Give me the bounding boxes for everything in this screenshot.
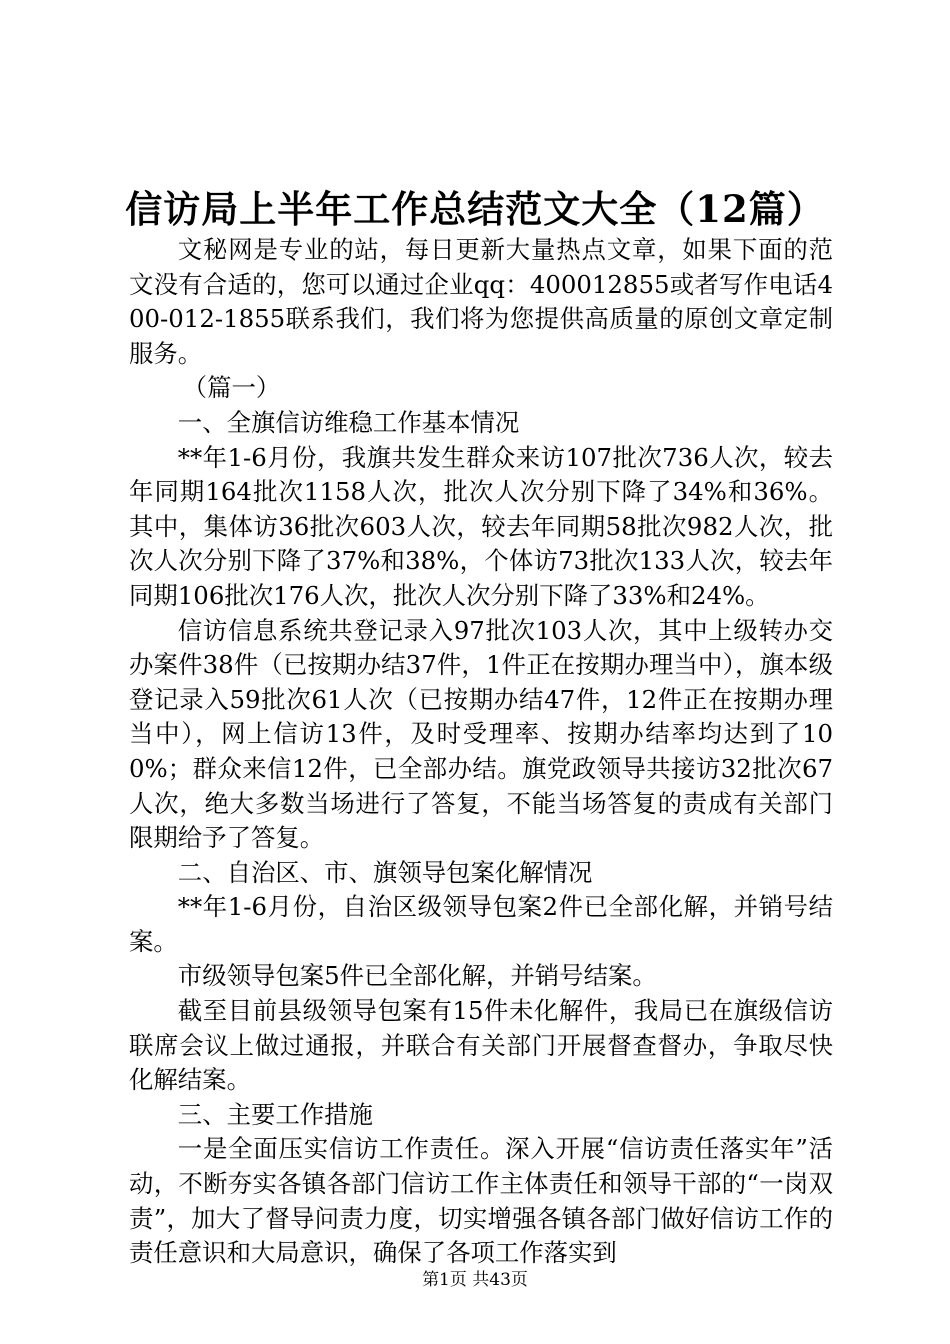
body-paragraph: 信访信息系统共登记录入97批次103人次，其中上级转办交办案件38件（已按期办结37件，1件正在按期办理当中），旗本级登记录入59批次61人次（已按期办结47件，12件正在按期办理当中），网上信访13件，及时受理率、按期办结率均达到了100%；群众来信12件，已全部办结。旗党政领导共接访32批次67人次，绝大多数当场进行了答复，不能当场答复的责成有关部门限期给予了答复。 xyxy=(129,615,833,853)
section-heading-1: 一、全旗信访维稳工作基本情况 xyxy=(177,407,520,437)
body-paragraph: **年1-6月份，自治区级领导包案2件已全部化解，并销号结案。 xyxy=(129,892,833,956)
document-body xyxy=(129,233,833,1271)
section-heading-3: 三、主要工作措施 xyxy=(177,1099,373,1129)
document-title: 信访局上半年工作总结范文大全（12篇） xyxy=(125,187,825,231)
body-paragraph: **年1-6月份，我旗共发生群众来访107批次736人次，较去年同期164批次1158人次，批次人次分别下降了34%和36%。其中，集体访36批次603人次，较去年同期58批次982人次，批次人次分别下降了37%和38%，个体访73批次133人次，较去年同期106批次176人次，批次人次分别下降了33%和24%。 xyxy=(129,442,833,610)
section-marker: （篇一） xyxy=(182,373,281,403)
body-paragraph: 截至目前县级领导包案有15件未化解件，我局已在旗级信访联席会议上做过通报，并联合有关部门开展督查督办，争取尽快化解结案。 xyxy=(129,996,833,1095)
intro-paragraph: 文秘网是专业的站，每日更新大量热点文章，如果下面的范文没有合适的，您可以通过企业qq：400012855或者写作电话400-012-1855联系我们，我们将为您提供高质量的原创文章定制服务。 xyxy=(129,235,833,368)
body-paragraph: 一是全面压实信访工作责任。深入开展“信访责任落实年”活动，不断夯实各镇各部门信访工作主体责任和领导干部的“一岗双责”，加大了督导问责力度，切实增强各镇各部门做好信访工作的责任意识和大局意识，确保了各项工作落实到 xyxy=(129,1134,833,1268)
page-number: 第1页 共43页 xyxy=(422,1270,528,1290)
section-heading-2: 二、自治区、市、旗领导包案化解情况 xyxy=(177,857,593,887)
body-paragraph: 市级领导包案5件已全部化解，并销号结案。 xyxy=(177,961,657,991)
